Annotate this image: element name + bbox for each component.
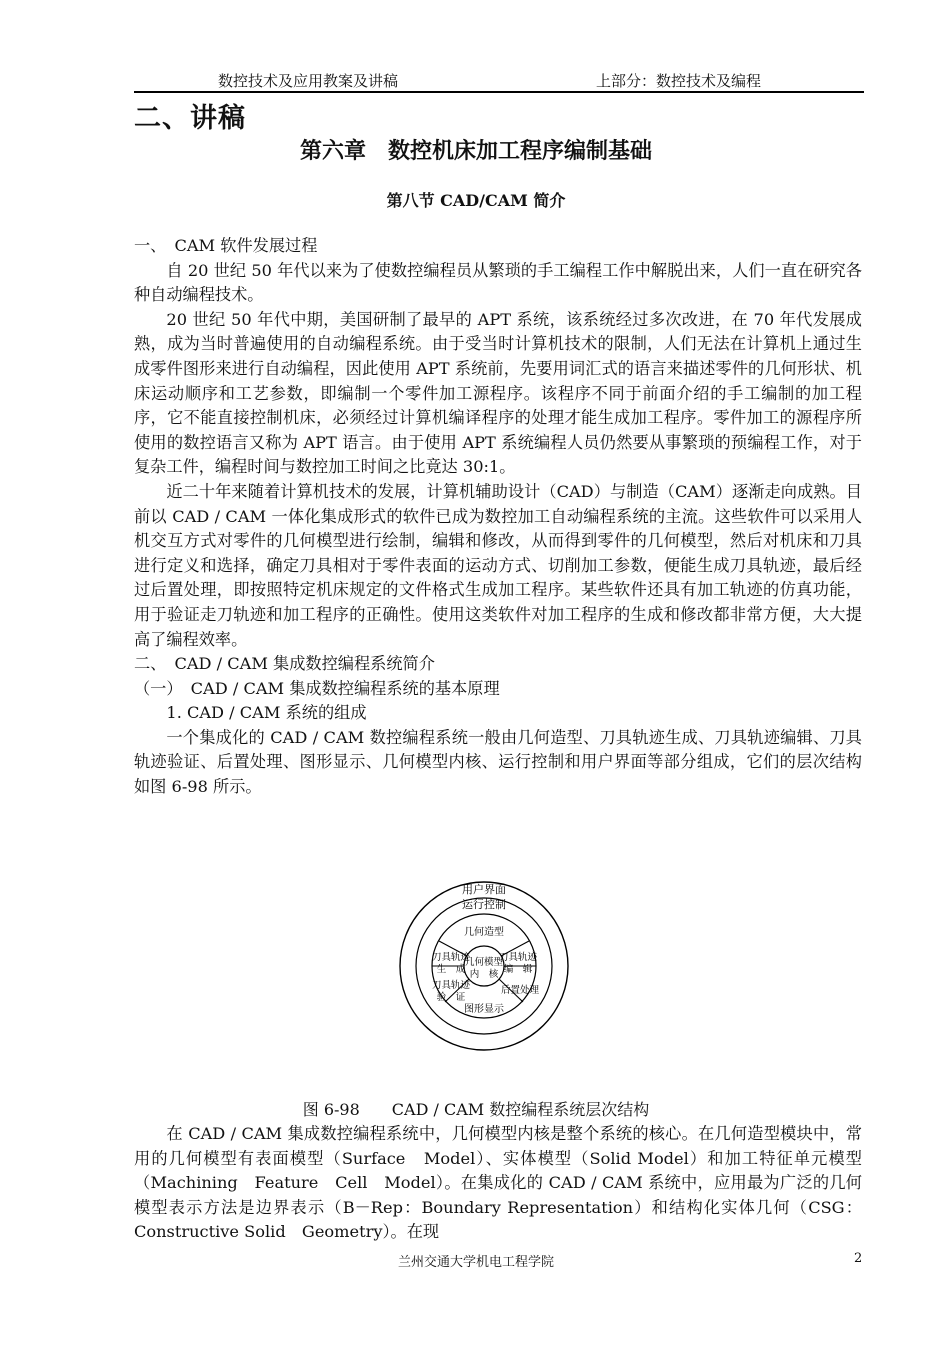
- heading-item: 1. CAD / CAM 系统的组成: [166, 703, 367, 723]
- body-text: [134, 234, 862, 800]
- outer-ring-label: 用户界面: [462, 883, 506, 896]
- chapter-title: 第六章 数控机床加工程序编制基础: [299, 139, 652, 164]
- label-toolpath-gen-2: 生 成: [436, 964, 466, 975]
- label-postprocess: 后置处理: [500, 985, 540, 996]
- paragraph: 自 20 世纪 50 年代以来为了使数控编程员从繁琐的手工编程工作中解脱出来，人们一直在研究各种自动编程技术。: [134, 260, 862, 305]
- label-toolpath-edit-2: 编 辑: [503, 964, 533, 975]
- heading-2-1: （一） CAD / CAM 集成数控编程系统的基本原理: [134, 678, 500, 698]
- footer-institution: 兰州交通大学机电工程学院: [398, 1255, 555, 1270]
- label-kernel-1: 几何模型: [464, 957, 504, 968]
- header-rule: [134, 91, 864, 93]
- heading-2: 二、 CAD / CAM 集成数控编程系统简介: [134, 654, 435, 674]
- heading-1: 一、 CAM 软件发展过程: [134, 236, 318, 255]
- label-toolpath-gen-1: 刀具轨迹: [431, 952, 471, 963]
- paragraph: 20 世纪 50 年代中期，美国研制了最早的 APT 系统，该系统经过多次改进，在 70 年代发展成熟，成为当时普遍使用的自动编程系统。由于受当时计算机技术的限制，人们无法在计算机上通过生成零件图形来进行自动编程，因此使用 APT 系统前，先要用词汇式的语言来描述零件的几何形状、机床运动顺序和工艺参数，即编制一个零件加工源程序。该程序不同于前面介绍的手工编制的加工程序，它不能直接控制机床，必须经过计算机编译程序的处理才能生成加工程序。零件加工的源程序所使用的数控语言又称为 APT 语言。由于使用 APT 系统编程人员仍然要从事繁琐的预编程工作，对于复杂工件，编程时间与数控加工时间之比竟达 30:1。: [134, 309, 862, 477]
- paragraph: 一个集成化的 CAD / CAM 数控编程系统一般由几何造型、刀具轨迹生成、刀具轨迹编辑、刀具轨迹验证、后置处理、图形显示、几何模型内核、运行控制和用户界面等部分组成，它们的层次结构如图 6-98 所示。: [134, 727, 862, 797]
- label-graphics-display: 图形显示: [464, 1004, 504, 1015]
- page-number: 2: [854, 1251, 863, 1266]
- subsection-title: 第八节 CAD/CAM 简介: [386, 191, 566, 210]
- label-toolpath-edit-1: 刀具轨迹: [498, 952, 538, 963]
- label-toolpath-verify-2: 验 证: [436, 992, 466, 1003]
- section-title: 二、讲稿: [134, 103, 246, 134]
- middle-ring-label: 运行控制: [462, 898, 506, 911]
- figure-caption: 图 6-98 CAD / CAM 数控编程系统层次结构: [302, 1100, 650, 1119]
- body-text-2: [134, 1122, 862, 1245]
- header-left: 数控技术及应用教案及讲稿: [218, 72, 399, 90]
- paragraph: 在 CAD / CAM 集成数控编程系统中，几何模型内核是整个系统的核心。在几何造型模块中，常用的几何模型有表面模型（Surface Model）、实体模型（Solid Model）和加工特征单元模型（Machining Feature Cell Model）。在集成化的 CAD / CAM 系统中，应用最为广泛的几何模型表示方法是边界表示（B－Rep：Boundary Representation）和结构化实体几何（CSG：Constructive Solid Geometry）。在现: [134, 1124, 862, 1242]
- label-kernel-2: 内 核: [469, 969, 499, 980]
- header-right: 上部分：数控技术及编程: [596, 72, 762, 90]
- label-toolpath-verify-1: 刀具轨迹: [431, 980, 471, 991]
- paragraph: 近二十年来随着计算机技术的发展，计算机辅助设计（CAD）与制造（CAM）逐渐走向成熟。目前以 CAD / CAM 一体化集成形式的软件已成为数控加工自动编程系统的主流。这些软件可以采用人机交互方式对零件的几何模型进行绘制，编辑和修改，从而得到零件的几何模型，然后对机床和刀具进行定义和选择，确定刀具相对于零件表面的运动方式、切削加工参数，便能生成刀具轨迹，最后经过后置处理，即按照特定机床规定的文件格式生成加工程序。某些软件还具有加工轨迹的仿真功能，用于验证走刀轨迹和加工程序的正确性。使用这类软件对加工程序的生成和修改都非常方便，大大提高了编程效率。: [134, 481, 862, 649]
- label-geometry-modeling: 几何造型: [464, 927, 504, 938]
- figure-6-98: [398, 880, 570, 1052]
- hierarchy-diagram: [398, 880, 570, 1052]
